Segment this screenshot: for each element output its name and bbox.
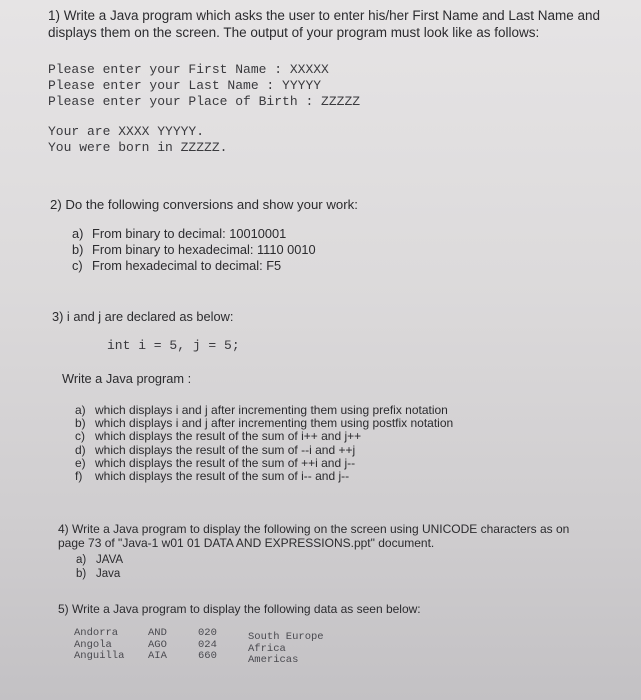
- list-item: b) which displays i and j after incrementing them using postfix notation: [75, 416, 454, 431]
- question-3-list: [75, 404, 595, 483]
- table-cell: AGO: [148, 638, 167, 651]
- question-5: [58, 602, 598, 617]
- output-line-2: Please enter your Last Name : YYYYY: [48, 78, 322, 93]
- list-item: a) From binary to decimal: 10010001: [72, 226, 287, 241]
- list-item: c) which displays the result of the sum of i++ and j++: [75, 429, 362, 444]
- table-cell: Andorra: [74, 627, 119, 639]
- program-output-sample: [48, 62, 468, 110]
- table-cell: Anguilla: [74, 650, 125, 662]
- table-cell: AIA: [148, 650, 167, 662]
- table-cell: 660: [198, 650, 217, 662]
- output-line-1: Please enter your First Name : XXXXX: [48, 62, 329, 77]
- question-4-list: [76, 553, 276, 581]
- list-item: f) which displays the result of the sum of i-- and j--: [75, 469, 350, 484]
- table-cell: 024: [198, 638, 217, 651]
- list-item: e) which displays the result of the sum of ++i and j--: [75, 455, 356, 470]
- question-1: [48, 8, 628, 41]
- list-item: a) which displays i and j after incrementing them using prefix notation: [75, 403, 448, 417]
- table-cell: Africa: [248, 642, 286, 655]
- table-cell: Americas: [248, 654, 299, 666]
- question-4-text: 4) Write a Java program to display the following on the screen using UNICODE characters as on page 73 of "Java-1 w01 01 DATA AND EXPRESSIONS.ppt" document.: [58, 522, 570, 550]
- question-3-text: 3) i and j are declared as below:: [52, 309, 234, 324]
- list-item: b) Java: [76, 568, 121, 580]
- table-cell: Angola: [74, 638, 112, 651]
- question-5-text: 5) Write a Java program to display the following data as seen below:: [58, 602, 421, 616]
- list-item: c) From hexadecimal to decimal: F5: [72, 258, 282, 273]
- question-2-list: [72, 226, 592, 274]
- table-cell: South Europe: [248, 631, 324, 643]
- result-line-1: Your are XXXX YYYYY.: [48, 124, 205, 139]
- list-item: a) JAVA: [76, 554, 124, 566]
- list-item: d) which displays the result of the sum of --i and ++j: [75, 442, 356, 457]
- table-cell: 020: [198, 627, 217, 639]
- program-result-sample: [48, 124, 368, 156]
- code-declaration: int i = 5, j = 5;: [107, 338, 240, 353]
- output-line-3: Please enter your Place of Birth : ZZZZZ: [48, 94, 361, 109]
- question-1-text: 1) Write a Java program which asks the user to enter his/her First Name and Last Name and displays them on the screen. The output of your program must look like as follows:: [48, 8, 600, 40]
- question-4: [58, 522, 588, 550]
- question-3-prompt: Write a Java program :: [62, 371, 192, 386]
- data-table: [74, 628, 354, 668]
- table-cell: AND: [148, 627, 167, 639]
- question-3: [52, 308, 612, 325]
- question-2-text: 2) Do the following conversions and show your work:: [50, 197, 358, 212]
- list-item: b) From binary to hexadecimal: 1110 0010: [72, 242, 316, 257]
- question-2: [50, 196, 610, 213]
- result-line-2: You were born in ZZZZZ.: [48, 140, 228, 155]
